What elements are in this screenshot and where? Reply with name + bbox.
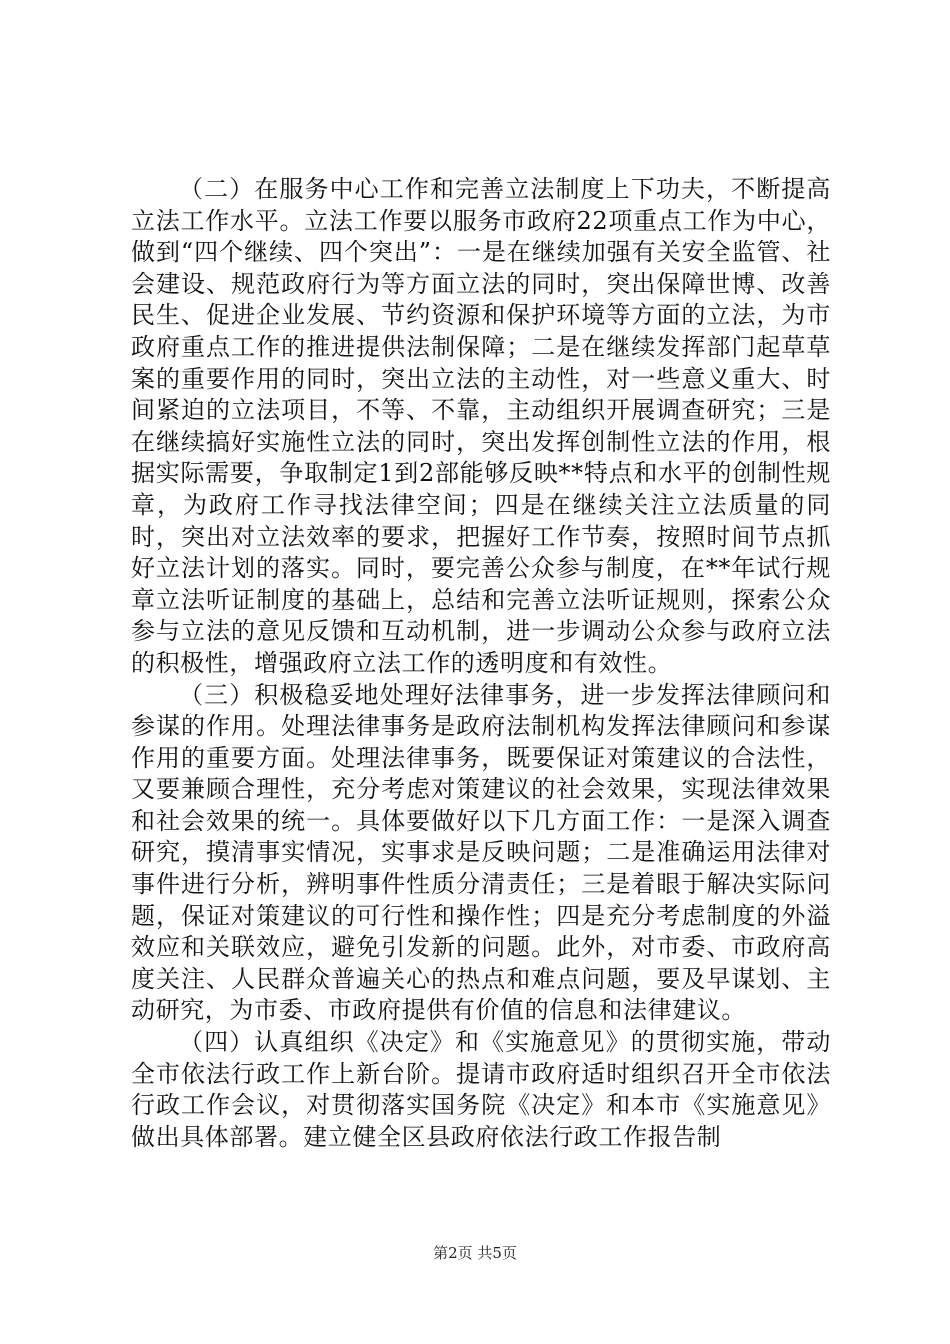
- document-body: [131, 174, 831, 1153]
- paragraph-four: （四）认真组织《决定》和《实施意见》的贯彻实施，带动全市依法行政工作上新台阶。提请市政府适时组织召开全市依法行政工作会议，对贯彻落实国务院《决定》和本市《实施意见》做出具体部署。建立健全区县政府依法行政工作报告制: [131, 1028, 831, 1151]
- page-number-footer: 第2页 共5页: [433, 1244, 517, 1262]
- paragraph-two: （二）在服务中心工作和完善立法制度上下功夫，不断提高立法工作水平。立法工作要以服务市政府22项重点工作为中心，做到“四个继续、四个突出”：一是在继续加强有关安全监管、社会建设、规范政府行为等方面立法的同时，突出保障世博、改善民生、促进企业发展、节约资源和保护环境等方面的立法，为市政府重点工作的推进提供法制保障；二是在继续发挥部门起草草案的重要作用的同时，突出立法的主动性，对一些意义重大、时间紧迫的立法项目，不等、不靠，主动组织开展调查研究；三是在继续搞好实施性立法的同时，突出发挥创制性立法的作用，根据实际需要，争取制定1到2部能够反映**特点和水平的创制性规章，为政府工作寻找法律空间；四是在继续关注立法质量的同时，突出对立法效率的要求，把握好工作节奏，按照时间节点抓好立法计划的落实。同时，要完善公众参与制度，在**年试行规章立法听证制度的基础上，总结和完善立法听证规则，探索公众参与立法的意见反馈和互动机制，进一步调动公众参与政府立法的积极性，增强政府立法工作的透明度和有效性。: [131, 175, 831, 677]
- paragraph-three: （三）积极稳妥地处理好法律事务，进一步发挥法律顾问和参谋的作用。处理法律事务是政府法制机构发挥法律顾问和参谋作用的重要方面。处理法律事务，既要保证对策建议的合法性，又要兼顾合理性，充分考虑对策建议的社会效果，实现法律效果和社会效果的统一。具体要做好以下几方面工作：一是深入调查研究，摸清事实情况，实事求是反映问题；二是准确运用法律对事件进行分析，辨明事件性质分清责任；三是着眼于解决实际问题，保证对策建议的可行性和操作性；四是充分考虑制度的外溢效应和关联效应，避免引发新的问题。此外，对市委、市政府高度关注、人民群众普遍关心的热点和难点问题，要及早谋划、主动研究，为市委、市政府提供有价值的信息和法律建议。: [131, 680, 831, 1025]
